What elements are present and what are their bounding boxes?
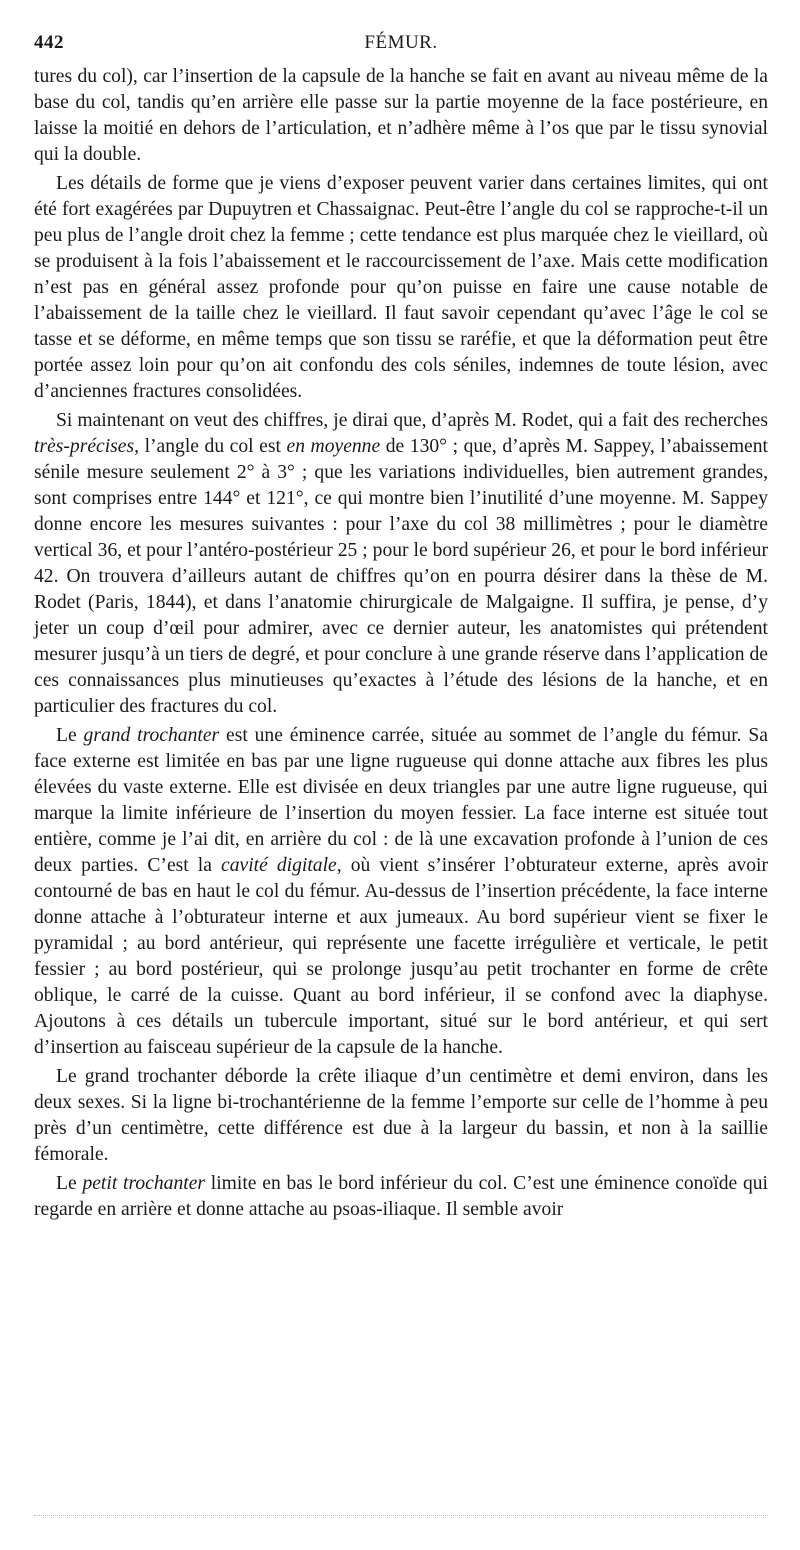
footer-rule	[34, 1515, 768, 1516]
page-header	[34, 28, 768, 64]
body-text	[34, 64, 768, 1223]
paragraph-grand-trochanter	[34, 723, 768, 1061]
text-run: tures du col), car l’insertion de la capsule de la hanche se fait en avant au niveau même de la base du col, tandis qu’en arrière elle passe sur la partie moyenne de la face postérieure, en laisse la moitié en dehors de l’articulation, et n’adhère même à l’os que par le tissu synovial qui la double.	[34, 66, 768, 165]
text-run: , l’angle du col est	[134, 436, 287, 457]
text-run: Le grand trochanter déborde la crête iliaque d’un centimètre et demi environ, dans les deux sexes. Si la ligne bi-trochantérienne de la femme l’emporte sur celle de l’homme à peu près d’un centimètre, cette différence est due à la largeur du bassin, et non à la saillie fémorale.	[34, 1066, 768, 1165]
document-page	[34, 28, 768, 1223]
text-run: est une éminence carrée, située au sommet de l’angle du fémur. Sa face externe est limitée en bas par une ligne rugueuse qui donne attache aux fibres les plus élevées du vaste externe. Elle est divisée en deux triangles par une autre ligne rugueuse, qui marque la limite inférieure de l’insertion du moyen fessier. La face interne est située tout entière, comme je l’ai dit, en arrière du col : de là une excavation profonde à l’union de ces deux parties. C’est la	[34, 725, 769, 876]
text-run: Les détails de forme que je viens d’exposer peuvent varier dans certaines limites, qui ont été fort exagérées par Dupuytren et Chassaignac. Peut-être l’angle du col se rapproche-t-il un peu plus de l’angle droit chez la femme ; cette tendance est plus marquée chez le vieillard, où se produisent à la fois l’abaissement et le raccourcissement de l’axe. Mais cette modification n’est pas en général assez profonde pour qu’on puisse en faire une cause notable de l’abaissement de la taille chez le vieillard. Il faut savoir cependant qu’avec l’âge le col se tasse et se déforme, en même temps que son tissu se raréfie, et que la déformation peut être portée assez loin pour qu’on ait confondu des cols séniles, indemnes de toute lésion, avec d’anciennes fractures consolidées.	[34, 173, 768, 402]
text-run: de 130° ; que, d’après M. Sappey, l’abaissement sénile mesure seulement 2° à 3° ; que les variations individuelles, bien autrement grandes, sont comprises entre 144° et 121°, ce qui montre bien l’inutilité d’une moyenne. M. Sappey donne encore les mesures suivantes : pour l’axe du col 38 millimètres ; pour le diamètre vertical 36, et pour l’antéro-postérieur 25 ; pour le bord supérieur 26, et pour le bord inférieur 42. On trouvera d’ailleurs autant de chiffres qu’on en pourra désirer dans la thèse de M. Rodet (Paris, 1844), et dans l’anatomie chirurgicale de Malgaigne. Il suffira, je pense, d’y jeter un coup d’œil pour admirer, avec ce dernier auteur, les anatomistes qui prétendent mesurer jusqu’à un tiers de degré, et pour conclure à une grande réserve dans l’application de ces connaissances plus minutieuses qu’exactes à l’étude des lésions de la hanche, et en particulier des fractures du col.	[34, 436, 768, 717]
italic-term: grand trochanter	[83, 725, 220, 746]
paragraph-measurements	[34, 408, 768, 720]
paragraph-continuation	[34, 64, 768, 168]
italic-term: en moyenne	[286, 436, 381, 457]
text-run: limite en bas le bord inférieur du col. C’est une éminence conoïde qui regarde en arrière et donne attache au psoas-iliaque. Il semble avoir	[34, 1173, 768, 1220]
page-number: 442	[34, 32, 64, 53]
text-run: Si maintenant on veut des chiffres, je dirai que, d’après M. Rodet, qui a fait des recherches	[56, 410, 768, 431]
text-run: , où vient s’insérer l’obturateur externe, après avoir contourné de bas en haut le col du fémur. Au-dessus de l’insertion précédente, la face interne donne attache à l’obturateur interne et aux jumeaux. Au bord supérieur vient se fixer le pyramidal ; au bord antérieur, qui représente une facette irrégulière et verticale, le petit fessier ; au bord postérieur, qui se prolonge jusqu’au petit trochanter en forme de crête oblique, le carré de la cuisse. Quant au bord inférieur, il se confond avec la diaphyse. Ajoutons à ces détails un tubercule important, situé sur le bord antérieur, et qui sert d’insertion au faisceau supérieur de la capsule de la hanche.	[34, 855, 768, 1058]
paragraph-form-variations	[34, 171, 768, 405]
running-head: FÉMUR.	[364, 32, 438, 53]
text-run: Le	[56, 1173, 83, 1194]
paragraph-petit-trochanter	[34, 1171, 768, 1223]
italic-term: cavité digitale	[221, 855, 337, 876]
paragraph-trochanter-iliac	[34, 1064, 768, 1168]
text-run: Le	[56, 725, 84, 746]
italic-term: très-précises	[34, 436, 135, 457]
italic-term: petit trochanter	[82, 1173, 206, 1194]
